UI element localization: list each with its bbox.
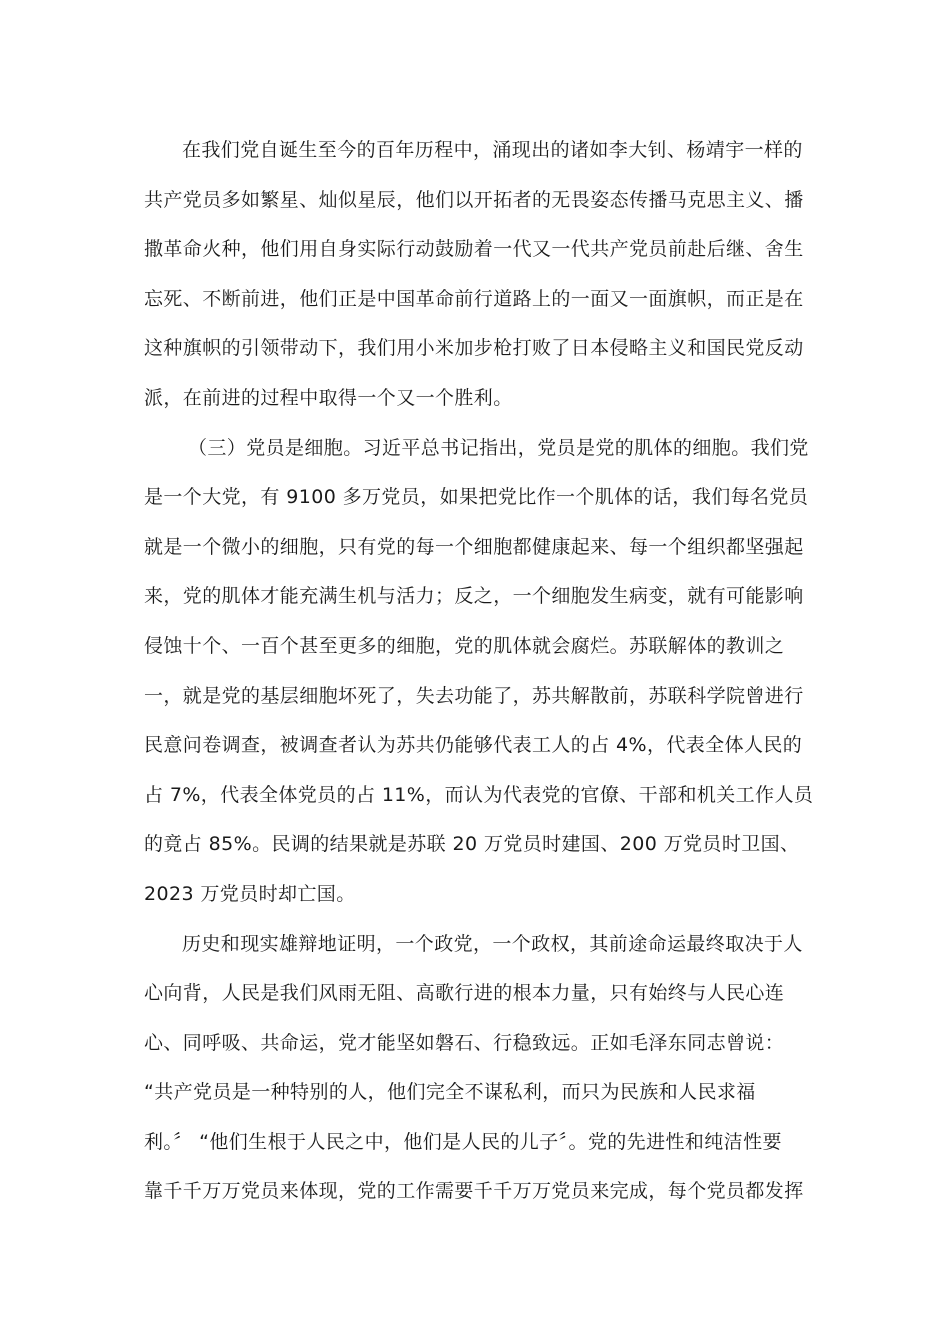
paragraph-revolutionary-heroes — [144, 126, 804, 424]
text-line: 民意问卷调查，被调查者认为苏共仍能够代表工人的占 4%，代表全体人民的 — [144, 734, 803, 757]
text-line: 心、同呼吸、共命运，党才能坚如磐石、行稳致远。正如毛泽东同志曾说： — [144, 1031, 785, 1054]
text-line: 就是一个微小的细胞，只有党的每一个细胞都健康起来、每一个组织都坚强起 — [144, 535, 804, 558]
text-line: 这种旗帜的引领带动下，我们用小米加步枪打败了日本侵略主义和国民党反动 — [144, 337, 804, 360]
text-line: 的竟占 85%。民调的结果就是苏联 20 万党员时建国、200 万党员时卫国、 — [144, 833, 800, 856]
text-line: 派，在前进的过程中取得一个又一个胜利。 — [144, 386, 513, 409]
text-line: 忘死、不断前进，他们正是中国革命前行道路上的一面又一面旗帜，而正是在 — [144, 287, 804, 310]
paragraph-history-and-reality — [144, 920, 804, 1218]
text-line: （三）党员是细胞。习近平总书记指出，党员是党的肌体的细胞。我们党 — [188, 436, 809, 459]
text-line: 撒革命火种，他们用自身实际行动鼓励着一代又一代共产党员前赴后继、舍生 — [144, 238, 804, 261]
text-line: 占 7%，代表全体党员的占 11%，而认为代表党的官僚、干部和机关工作人员 — [144, 783, 814, 806]
text-line: 2023 万党员时却亡国。 — [144, 882, 356, 905]
document-body — [144, 126, 814, 1217]
text-line: 利。〞 “他们生根于人民之中，他们是人民的儿子〞。党的先进性和纯洁性要 — [144, 1130, 782, 1153]
text-line: 共产党员多如繁星、灿似星辰，他们以开拓者的无畏姿态传播马克思主义、播 — [144, 188, 804, 211]
text-line: 在我们党自诞生至今的百年历程中，涌现出的诸如李大钊、杨靖宇一样的 — [182, 139, 803, 161]
text-line: 是一个大党，有 9100 多万党员，如果把党比作一个肌体的话，我们每名党员 — [144, 486, 809, 509]
text-line: 侵蚀十个、一百个甚至更多的细胞，党的肌体就会腐烂。苏联解体的教训之 — [144, 634, 785, 657]
text-line: 靠千千万万党员来体现，党的工作需要千千万万党员来完成，每个党员都发挥 — [144, 1180, 804, 1203]
text-line: 历史和现实雄辩地证明，一个政党，一个政权，其前途命运最终取决于人 — [182, 932, 803, 955]
text-line: “共产党员是一种特别的人，他们完全不谋私利，而只为民族和人民求福 — [144, 1081, 756, 1104]
text-line: 来，党的肌体才能充满生机与活力；反之，一个细胞发生病变，就有可能影响 — [144, 585, 804, 608]
text-line: 一，就是党的基层细胞坏死了，失去功能了，苏共解散前，苏联科学院曾进行 — [144, 684, 804, 707]
paragraph-party-members-are-cells — [144, 424, 814, 920]
text-line: 心向背，人民是我们风雨无阻、高歌行进的根本力量，只有始终与人民心连 — [144, 982, 785, 1005]
